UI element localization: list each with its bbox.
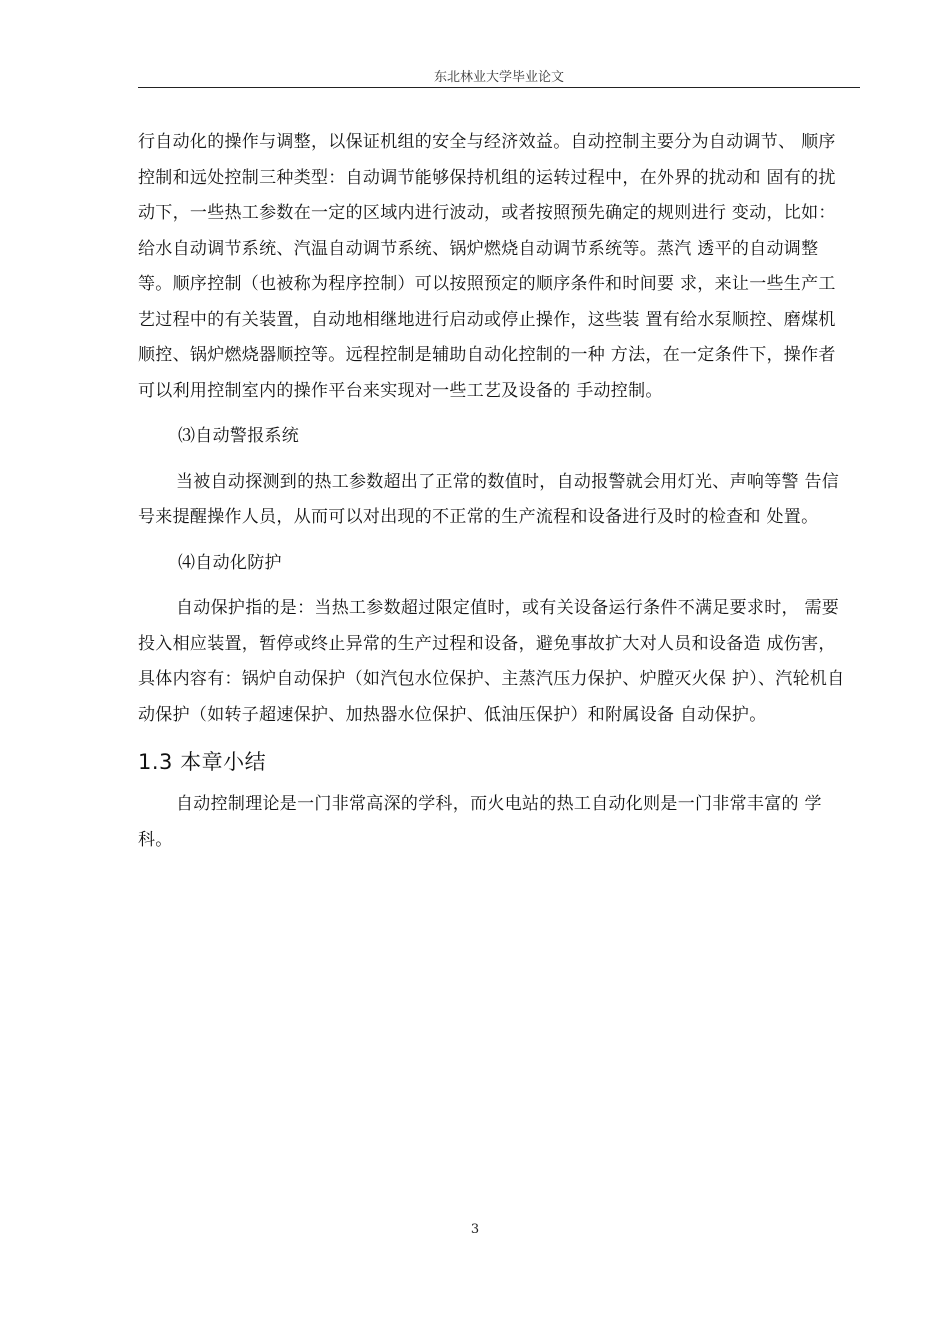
- page-header: 东北林业大学毕业论文: [433, 70, 564, 85]
- paragraph-summary: 自动控制理论是一门非常高深的学科，而火电站的热工自动化则是一门非常丰富的 学科。: [138, 794, 822, 850]
- document-body: [138, 125, 850, 858]
- paragraph-auto-alarm: 当被自动探测到的热工参数超出了正常的数值时，自动报警就会用灯光、声响等警 告信号来提醒操作人员，从而可以对出现的不正常的生产流程和设备进行及时的检查和 处置。: [138, 471, 840, 527]
- page-number: 3: [470, 1222, 480, 1237]
- paragraph-automatic-control: 行自动化的操作与调整，以保证机组的安全与经济效益。自动控制主要分为自动调节、 顺序控制和远处控制三种类型：自动调节能够保持机组的运转过程中，在外界的扰动和 固有的扰动下，一些热工参数在一定的区域内进行波动，或者按照预先确定的规则进行 变动，比如：给水自动调节系统、汽温自动调节系统、锅炉燃烧自动调节系统等。蒸汽 透平的自动调整等。顺序控制（也被称为程序控制）可以按照预定的顺序条件和时间要 求，来让一些生产工艺过程中的有关装置，自动地相继地进行启动或停止操作，这些装 置有给水泵顺控、磨煤机顺控、锅炉燃烧器顺控等。远程控制是辅助自动化控制的一种 方法，在一定条件下，操作者可以利用控制室内的操作平台来实现对一些工艺及设备的 手动控制。: [138, 132, 836, 401]
- header-divider: [138, 87, 860, 88]
- section-heading-summary: 1.3 本章小结: [138, 750, 267, 774]
- paragraph-auto-protection: 自动保护指的是：当热工参数超过限定值时，或有关设备运行条件不满足要求时， 需要投入相应装置，暂停或终止异常的生产过程和设备，避免事故扩大对人员和设备造 成伤害，具体内容有：锅炉自动保护（如汽包水位保护、主蒸汽压力保护、炉膛灭火保 护）、汽轮机自动保护（如转子超速保护、加热器水位保护、低油压保护）和附属设备 自动保护。: [138, 598, 845, 725]
- subheading-auto-protection: ⑷自动化防护: [178, 552, 282, 573]
- subheading-auto-alarm: ⑶自动警报系统: [178, 426, 300, 446]
